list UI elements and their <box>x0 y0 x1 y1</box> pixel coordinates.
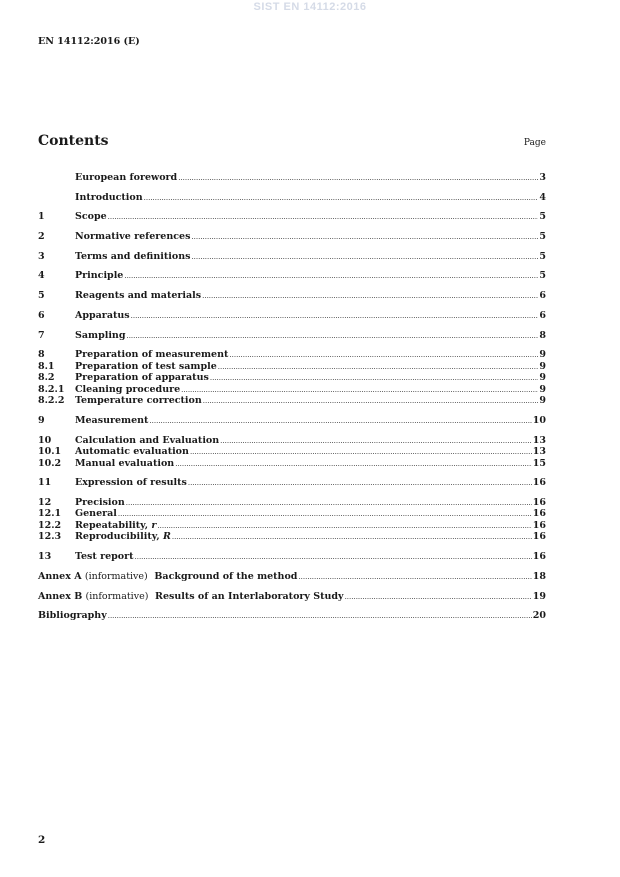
dot-leader <box>345 592 532 604</box>
toc-entry-number: 12.1 <box>38 508 62 520</box>
annex-label: Annex B <box>38 590 83 602</box>
toc-entry[interactable] <box>38 520 546 532</box>
toc-entry[interactable] <box>38 531 546 543</box>
dot-leader <box>108 212 539 224</box>
toc-entry-number: 12.2 <box>38 519 62 531</box>
dot-leader <box>131 311 539 323</box>
toc-entry-page: 20 <box>532 610 546 622</box>
annex-type: (informative) <box>85 590 149 602</box>
toc-entry-page: 5 <box>539 270 546 282</box>
toc-entry[interactable] <box>38 551 546 563</box>
toc-entry-title: Automatic evaluation <box>75 446 189 458</box>
toc-entry-title: Introduction <box>75 191 143 203</box>
toc-annex-entry[interactable] <box>38 571 546 583</box>
toc-entry-page: 9 <box>539 360 546 372</box>
toc-entry-title: Expression of results <box>75 477 187 489</box>
toc-entry[interactable] <box>38 231 546 243</box>
toc-entry[interactable] <box>38 270 546 282</box>
annex-label: Annex A <box>38 570 82 582</box>
toc-entry-page: 3 <box>539 172 546 183</box>
toc-entry-title: Sampling <box>75 329 126 341</box>
toc-entry-page: 16 <box>532 496 546 508</box>
toc-entry[interactable] <box>38 384 546 396</box>
toc-entry-number: 8.2 <box>38 372 55 384</box>
toc-entry-page: 5 <box>539 250 546 262</box>
dot-leader <box>144 193 539 205</box>
toc-entry-number: 12 <box>38 496 52 508</box>
toc-entry-page: 16 <box>532 477 546 489</box>
toc-entry[interactable] <box>38 477 546 489</box>
toc-entry[interactable] <box>38 251 546 263</box>
dot-leader <box>229 350 538 362</box>
toc-entry[interactable] <box>38 310 546 322</box>
toc-entry[interactable] <box>38 192 546 204</box>
dot-leader <box>220 436 532 448</box>
document-id: EN 14112:2016 (E) <box>38 36 140 47</box>
toc-entry-page: 6 <box>539 309 546 321</box>
annex-type: (informative) <box>84 570 148 582</box>
toc-entry-page: 10 <box>532 414 546 426</box>
dot-leader <box>202 291 538 303</box>
toc-entry-number: 8.1 <box>38 360 55 372</box>
toc-entry-title: Principle <box>75 270 124 282</box>
toc-entry[interactable] <box>38 361 546 373</box>
toc-entry[interactable] <box>38 508 546 520</box>
toc-entry-number: 8.2.2 <box>38 395 65 407</box>
table-of-contents <box>38 172 546 622</box>
toc-entry-page: 8 <box>539 329 546 341</box>
toc-entry-page: 16 <box>532 531 546 543</box>
toc-entry-title: Terms and definitions <box>75 250 191 262</box>
dot-leader <box>126 331 538 343</box>
toc-entry-page: 16 <box>532 519 546 531</box>
toc-entry-number: 9 <box>38 414 45 426</box>
toc-entry-page: 19 <box>532 590 546 602</box>
toc-entry-number: 11 <box>38 477 52 489</box>
dot-leader <box>172 532 532 544</box>
dot-leader <box>203 396 539 408</box>
toc-entry-page: 15 <box>532 457 546 469</box>
toc-entry-title: General <box>75 508 117 520</box>
dot-leader <box>149 416 531 428</box>
toc-entry-number: 3 <box>38 250 45 262</box>
toc-entry-page: 9 <box>539 372 546 384</box>
toc-entry-title: Calculation and Evaluation <box>75 434 220 446</box>
toc-entry-page: 4 <box>539 191 546 203</box>
dot-leader <box>181 385 538 397</box>
toc-entry-title: Temperature correction <box>75 395 202 407</box>
dot-leader <box>126 498 532 510</box>
toc-entry[interactable] <box>38 211 546 223</box>
dot-leader <box>108 611 532 623</box>
toc-entry[interactable] <box>38 349 546 361</box>
toc-entry-title: Bibliography <box>38 610 107 622</box>
toc-entry-number: 6 <box>38 309 45 321</box>
toc-entry-number: 12.3 <box>38 531 62 543</box>
dot-leader <box>188 478 532 490</box>
toc-entry-number: 13 <box>38 551 52 563</box>
toc-entry-number: 8 <box>38 349 45 361</box>
toc-entry-title: Manual evaluation <box>75 457 175 469</box>
toc-entry-number: 10.1 <box>38 446 62 458</box>
toc-entry-page: 16 <box>532 551 546 563</box>
toc-entry-title: Normative references <box>75 231 191 243</box>
toc-entry-page: 16 <box>532 508 546 520</box>
dot-leader <box>157 521 531 533</box>
toc-entry-page: 5 <box>539 231 546 243</box>
toc-entry-number: 5 <box>38 290 45 302</box>
watermark: SIST EN 14112:2016 <box>253 1 367 13</box>
toc-entry-number: 10 <box>38 434 52 446</box>
toc-entry-page: 5 <box>539 211 546 223</box>
toc-entry[interactable] <box>38 610 546 622</box>
toc-entry-page: 6 <box>539 290 546 302</box>
toc-entry[interactable] <box>38 372 546 384</box>
dot-leader <box>190 447 532 459</box>
dot-leader <box>178 173 538 185</box>
toc-entry[interactable] <box>38 290 546 302</box>
toc-entry-title: Repeatability, r <box>75 519 157 531</box>
dot-leader <box>191 232 538 244</box>
toc-entry[interactable] <box>38 458 546 470</box>
toc-annex-entry[interactable] <box>38 591 546 603</box>
page-number: 2 <box>38 834 46 846</box>
dot-leader <box>210 373 539 385</box>
toc-entry[interactable] <box>38 435 546 447</box>
toc-entry[interactable] <box>38 330 546 342</box>
toc-entry[interactable] <box>38 172 546 184</box>
toc-entry-number: 1 <box>38 211 45 223</box>
toc-entry-number: 2 <box>38 231 45 243</box>
toc-entry-page: 18 <box>532 570 546 582</box>
dot-leader <box>298 572 531 584</box>
toc-entry-title: Annex A (informative) Background of the method <box>38 570 298 582</box>
dot-leader <box>191 252 538 264</box>
toc-entry-title: Preparation of apparatus <box>75 372 209 384</box>
toc-entry-title: Scope <box>75 211 107 223</box>
toc-entry-number: 8.2.1 <box>38 383 65 395</box>
toc-entry[interactable] <box>38 395 546 407</box>
toc-entry-number: 4 <box>38 270 45 282</box>
dot-leader <box>175 459 532 471</box>
toc-entry-title: Preparation of measurement <box>75 349 229 361</box>
dot-leader <box>218 362 539 374</box>
toc-entry-title: Measurement <box>75 414 149 426</box>
toc-entry-page: 9 <box>539 383 546 395</box>
toc-entry-title: Test report <box>75 551 134 563</box>
dot-leader <box>135 552 532 564</box>
toc-entry[interactable] <box>38 497 546 509</box>
toc-entry-page: 13 <box>532 446 546 458</box>
toc-entry-title: Reproducibility, R <box>75 531 171 543</box>
page-column-label: Page <box>523 138 546 148</box>
toc-entry-title: Reagents and materials <box>75 290 202 302</box>
toc-entry-title: European foreword <box>75 172 178 183</box>
toc-entry-page: 13 <box>532 434 546 446</box>
toc-entry-title: Precision <box>75 496 125 508</box>
toc-entry-title: Preparation of test sample <box>75 360 217 372</box>
toc-entry[interactable] <box>38 446 546 458</box>
toc-entry-title: Apparatus <box>75 309 130 321</box>
contents-heading: Contents <box>38 133 109 149</box>
dot-leader <box>118 509 532 521</box>
toc-entry-title: Annex B (informative) Results of an Interlaboratory Study <box>38 590 344 602</box>
toc-entry-number: 7 <box>38 329 45 341</box>
toc-entry-page: 9 <box>539 349 546 361</box>
toc-entry[interactable] <box>38 415 546 427</box>
toc-entry-page: 9 <box>539 395 546 407</box>
dot-leader <box>124 271 538 283</box>
toc-entry-number: 10.2 <box>38 457 62 469</box>
toc-entry-title: Cleaning procedure <box>75 383 181 395</box>
